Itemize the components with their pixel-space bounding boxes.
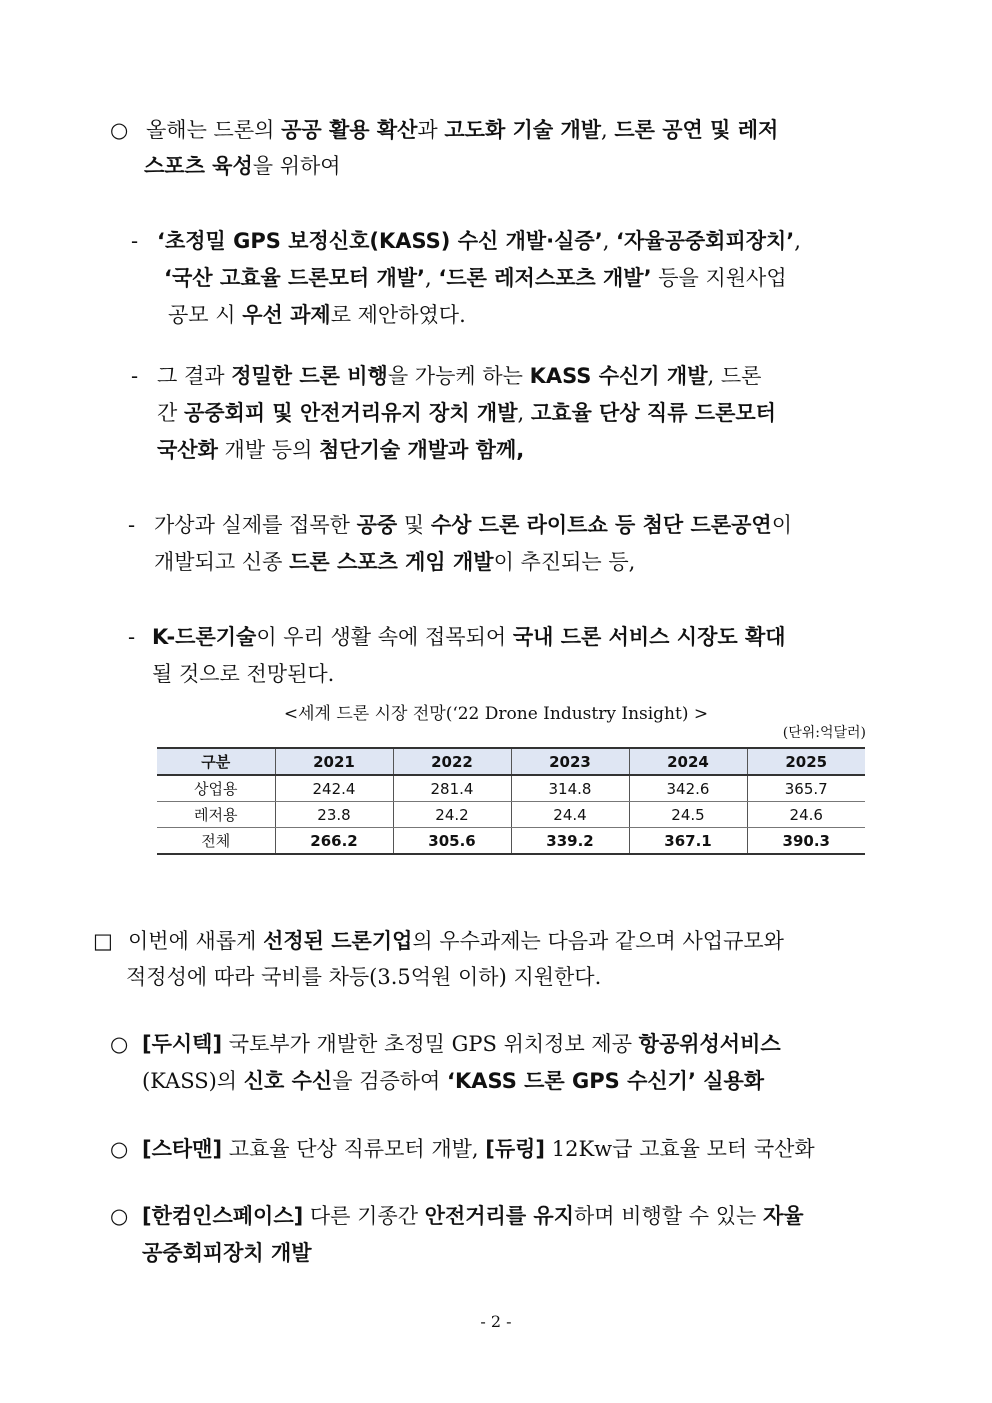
row-label: 레저용 [157, 802, 275, 828]
dash-bullet: - [131, 364, 139, 388]
bold-run: 공공 활용 확산 [281, 118, 418, 142]
company-1-line-1 [142, 1027, 781, 1061]
header-cell: 2023 [511, 748, 629, 775]
intro-line-2 [144, 149, 341, 183]
text-run: , [794, 229, 801, 253]
bold-run: 공중회피 및 안전거리유지 장치 개발 [183, 401, 518, 425]
text-run: , [602, 229, 617, 253]
table-cell: 24.4 [511, 802, 629, 828]
table-row [157, 802, 865, 828]
text-run: 개발 등의 [217, 438, 320, 462]
text-run: 이 우리 생활 속에 접목되어 [256, 625, 513, 649]
table-cell: 339.2 [511, 828, 629, 855]
bold-run: ‘국산 고효율 드론모터 개발’ [164, 266, 426, 290]
bold-run: 선정된 드론기업 [263, 929, 413, 953]
company-1-line-2 [142, 1064, 764, 1098]
text-run: , [517, 401, 531, 425]
dash-bullet: - [131, 229, 139, 253]
bold-run: [듀링] [485, 1137, 546, 1161]
table-unit: (단위:억달러) [782, 725, 866, 741]
table-cell: 24.2 [393, 802, 511, 828]
bold-run: 정밀한 드론 비행 [231, 364, 388, 388]
table-cell: 365.7 [747, 775, 865, 802]
dash-2-line-2 [157, 396, 776, 430]
text-run: 될 것으로 전망된다. [152, 662, 335, 686]
table-cell: 242.4 [275, 775, 393, 802]
bold-run: KASS 수신기 개발 [529, 364, 708, 388]
table-cell: 281.4 [393, 775, 511, 802]
text-run: 의 우수과제는 다음과 같으며 사업규모와 [412, 929, 784, 953]
text-run: 등을 지원사업 [651, 266, 787, 290]
section-2-line-2 [126, 960, 601, 994]
table-cell: 342.6 [629, 775, 747, 802]
dash-4-line-1 [152, 620, 786, 654]
text-run: 하며 비행할 수 있는 [573, 1204, 763, 1228]
text-run: 올해는 드론의 [146, 118, 282, 142]
bold-run: 고도화 기술 개발 [444, 118, 602, 142]
table-row [157, 775, 865, 802]
dash-3-line-1 [154, 508, 792, 542]
dash-bullet: - [128, 625, 136, 649]
text-run: 이번에 새롭게 [128, 929, 264, 953]
bold-run: 공중 [356, 513, 398, 537]
bold-run: 자율 [762, 1204, 804, 1228]
circle-bullet: ○ [110, 1137, 129, 1161]
text-run: 을 위하여 [252, 154, 341, 178]
table-cell: 24.6 [747, 802, 865, 828]
dash-3-line-2 [154, 545, 635, 579]
bold-run: 수상 드론 라이트쇼 등 첨단 드론공연 [430, 513, 772, 537]
bold-run: [스타맨] [142, 1137, 223, 1161]
table-cell: 305.6 [393, 828, 511, 855]
bold-run: ‘초정밀 GPS 보정신호(KASS) 수신 개발·실증’ [157, 229, 603, 253]
header-cell: 2021 [275, 748, 393, 775]
table-cell: 314.8 [511, 775, 629, 802]
circle-bullet: ○ [110, 1204, 129, 1228]
bold-run: 우선 과제 [242, 303, 331, 327]
text-run: 적정성에 따라 국비를 차등(3.5억원 이하) 지원한다. [126, 965, 602, 989]
bold-run: [두시텍] [142, 1032, 223, 1056]
dash-4-line-2 [152, 657, 334, 691]
square-bullet: □ [93, 929, 113, 953]
text-run: , [425, 266, 439, 290]
bold-run: K-드론기술 [152, 625, 257, 649]
bold-run: [한컴인스페이스] [142, 1204, 304, 1228]
bold-run: 고효율 단상 직류 드론모터 [530, 401, 776, 425]
company-3-line-1 [142, 1199, 804, 1233]
text-run: (KASS)의 [142, 1069, 244, 1093]
bold-run: ‘KASS 드론 GPS 수신기’ 실용화 [447, 1069, 765, 1093]
header-cell: 2024 [629, 748, 747, 775]
bold-run: 첨단기술 개발과 함께, [319, 438, 525, 462]
row-label: 전체 [157, 828, 275, 855]
bold-run: 국내 드론 서비스 시장도 확대 [512, 625, 786, 649]
text-run: 다른 기종간 [303, 1204, 425, 1228]
text-run: 고효율 단상 직류모터 개발, [222, 1137, 486, 1161]
row-label: 상업용 [157, 775, 275, 802]
bold-run: 공중회피장치 개발 [142, 1241, 312, 1265]
text-run: , [601, 118, 615, 142]
company-3-line-2 [142, 1236, 312, 1270]
bold-run: 스포츠 육성 [144, 154, 253, 178]
page-number: - 2 - [480, 1312, 512, 1331]
table-cell: 367.1 [629, 828, 747, 855]
text-run: 을 검증하여 [332, 1069, 448, 1093]
text-run: , 드론 [707, 364, 762, 388]
text-run: 과 [417, 118, 445, 142]
text-run: 로 제안하였다. [330, 303, 466, 327]
table-header-row [157, 748, 865, 775]
bold-run: 항공위성서비스 [638, 1032, 781, 1056]
bold-run: 드론 공연 및 레저 [614, 118, 779, 142]
table-caption: <세계 드론 시장 전망(‘22 Drone Industry Insight) > [283, 704, 709, 724]
dash-bullet: - [128, 513, 136, 537]
dash-1-line-1 [157, 224, 801, 258]
dash-2-line-1 [157, 359, 761, 393]
bold-run: ‘드론 레저스포츠 개발’ [438, 266, 652, 290]
bold-run: ‘자율공중회피장치’ [616, 229, 795, 253]
bold-run: 국산화 [157, 438, 218, 462]
text-run: 간 [157, 401, 184, 425]
header-cell: 2025 [747, 748, 865, 775]
text-run: 12Kw급 고효율 모터 국산화 [545, 1137, 815, 1161]
text-run: 국토부가 개발한 초정밀 GPS 위치정보 제공 [222, 1032, 639, 1056]
text-run: 개발되고 신종 [154, 550, 290, 574]
bold-run: 드론 스포츠 게임 개발 [289, 550, 494, 574]
dash-1-line-2 [164, 261, 787, 295]
drone-market-table [157, 747, 865, 855]
section-2-line-1 [128, 924, 784, 958]
text-run: 공모 시 [168, 303, 243, 327]
header-cell: 구분 [157, 748, 275, 775]
text-run: 가상과 실제를 접목한 [154, 513, 357, 537]
table-cell: 266.2 [275, 828, 393, 855]
circle-bullet: ○ [110, 1032, 129, 1056]
table-cell: 390.3 [747, 828, 865, 855]
bold-run: 신호 수신 [243, 1069, 333, 1093]
dash-1-line-3 [168, 298, 466, 332]
header-cell: 2022 [393, 748, 511, 775]
text-run: 이 추진되는 등, [493, 550, 636, 574]
dash-2-line-3 [157, 433, 524, 467]
text-run: 및 [397, 513, 431, 537]
circle-bullet: ○ [110, 118, 129, 142]
table-cell: 24.5 [629, 802, 747, 828]
text-run: 을 가능케 하는 [387, 364, 530, 388]
intro-line-1 [146, 113, 778, 147]
company-2-line-1 [142, 1132, 815, 1166]
text-run: 이 [771, 513, 792, 537]
bold-run: 안전거리를 유지 [424, 1204, 574, 1228]
table-cell: 23.8 [275, 802, 393, 828]
text-run: 그 결과 [157, 364, 232, 388]
table-row-total [157, 828, 865, 855]
